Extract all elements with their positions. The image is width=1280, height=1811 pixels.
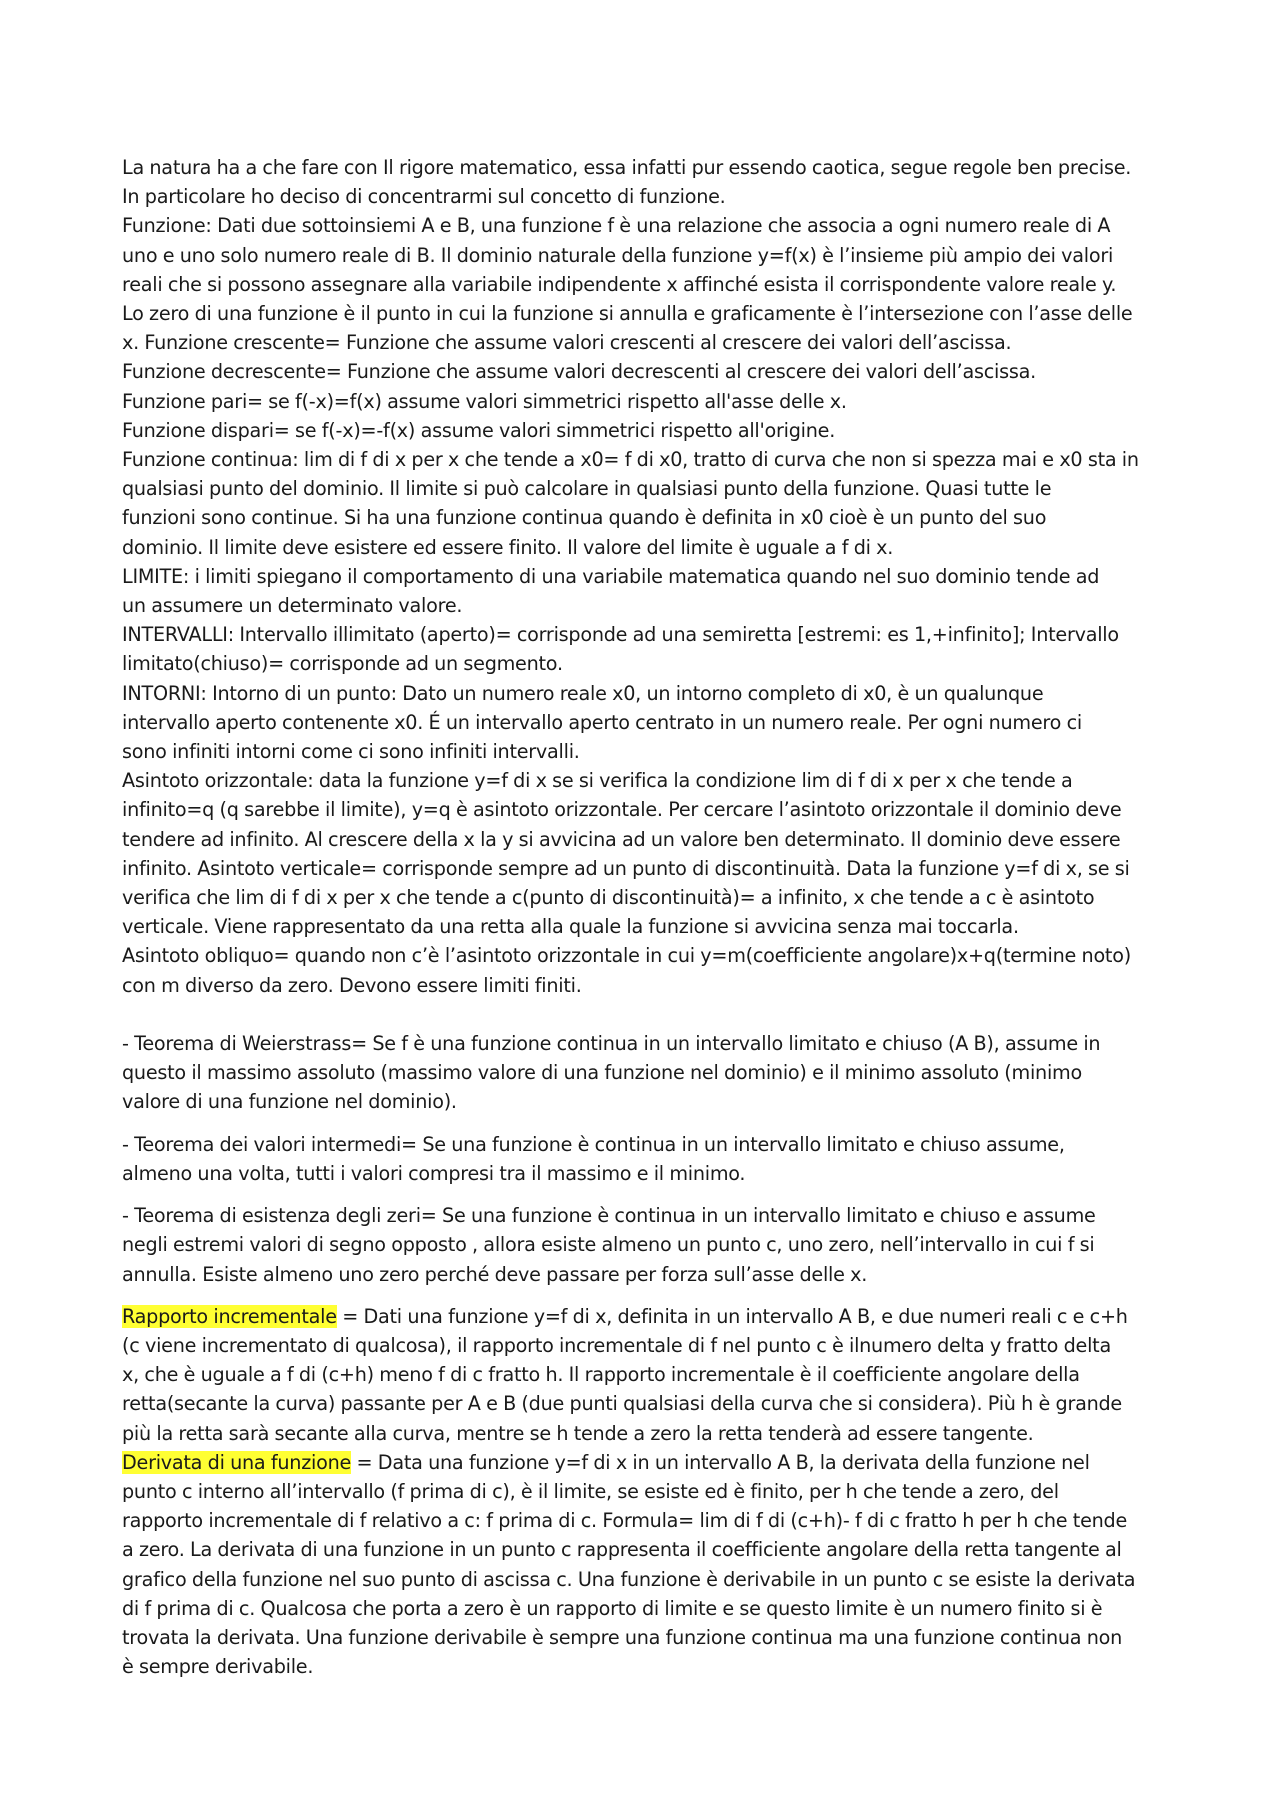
text-line: - Teorema dei valori intermedi= Se una funzione è continua in un intervallo limitato e chiuso assume, bbox=[122, 1132, 1065, 1156]
text-line: annulla. Esiste almeno uno zero perché deve passare per forza sull’asse delle x. bbox=[122, 1262, 868, 1286]
rapporto-incrementale-section bbox=[122, 1302, 1167, 1448]
text-line: Asintoto orizzontale: data la funzione y=f di x se si verifica la condizione lim di f di x per x che tende a bbox=[122, 769, 1073, 793]
text-line: valore di una funzione nel dominio). bbox=[122, 1090, 457, 1114]
text-line: funzioni sono continue. Si ha una funzione continua quando è definita in x0 cioè è un punto del suo bbox=[122, 506, 1047, 530]
highlighted-term: Derivata di una funzione bbox=[122, 1450, 352, 1474]
text-line: Asintoto obliquo= quando non c’è l’asintoto orizzontale in cui y=m(coefficiente angolare)x+q(termine noto) bbox=[122, 944, 1131, 968]
text-line: INTERVALLI: Intervallo illimitato (aperto)= corrisponde ad una semiretta [estremi: es 1,+infinito]; Intervallo bbox=[122, 623, 1119, 647]
text-line: intervallo aperto contenente x0. É un intervallo aperto centrato in un numero reale. Per ogni numero ci bbox=[122, 710, 1082, 734]
text-line: di f prima di c. Qualcosa che porta a zero è un rapporto di limite e se questo limite è un numero finito si è bbox=[122, 1596, 1103, 1620]
theorem-intermediate-values bbox=[122, 1130, 1167, 1188]
text-line: - Teorema di esistenza degli zeri= Se una funzione è continua in un intervallo limitato e chiuso e assume bbox=[122, 1204, 1096, 1228]
highlighted-term: Rapporto incrementale bbox=[122, 1304, 337, 1328]
text-line: almeno una volta, tutti i valori compresi tra il massimo e il minimo. bbox=[122, 1161, 746, 1185]
text-line: (c viene incrementato di qualcosa), il rapporto incrementale di f nel punto c è ilnumero delta y fratto delta bbox=[122, 1333, 1111, 1357]
text-line: verticale. Viene rappresentato da una retta alla quale la funzione si avvicina senza mai toccarla. bbox=[122, 915, 1019, 939]
text-line: sono infiniti intorni come ci sono infiniti intervalli. bbox=[122, 740, 580, 764]
text-line: infinito. Asintoto verticale= corrisponde sempre ad un punto di discontinuità. Data la funzione y=f di x, se si bbox=[122, 856, 1130, 880]
text-line: infinito=q (q sarebbe il limite), y=q è asintoto orizzontale. Per cercare l’asintoto orizzontale il dominio deve bbox=[122, 798, 1122, 822]
text-line: reali che si possono assegnare alla variabile indipendente x affinché esista il corrispondente valore reale y. bbox=[122, 272, 1117, 296]
text-line: punto c interno all’intervallo (f prima di c), è il limite, se esiste ed è finito, per h che tende a zero, del bbox=[122, 1479, 1059, 1503]
theorem-weierstrass bbox=[122, 1029, 1167, 1117]
paragraph-spacing bbox=[122, 1289, 1167, 1302]
text-line: qualsiasi punto del dominio. Il limite si può calcolare in qualsiasi punto della funzione. Quasi tutte le bbox=[122, 477, 1052, 501]
text-segment: = Data una funzione y=f di x in un intervallo A B, la derivata della funzione nel bbox=[351, 1450, 1090, 1474]
text-line: limitato(chiuso)= corrisponde ad un segmento. bbox=[122, 652, 563, 676]
derivata-section bbox=[122, 1448, 1167, 1682]
text-line: uno e uno solo numero reale di B. Il dominio naturale della funzione y=f(x) è l’insieme più ampio dei valori bbox=[122, 243, 1114, 267]
text-line bbox=[122, 1448, 1167, 1477]
text-line: Funzione dispari= se f(-x)=-f(x) assume valori simmetrici rispetto all'origine. bbox=[122, 418, 836, 442]
text-line: a zero. La derivata di una funzione in un punto c rappresenta il coefficiente angolare della retta tangente al bbox=[122, 1538, 1122, 1562]
text-line: La natura ha a che fare con Il rigore matematico, essa infatti pur essendo caotica, segue regole ben precise. bbox=[122, 156, 1132, 179]
text-line: dominio. Il limite deve esistere ed essere finito. Il valore del limite è uguale a f di x. bbox=[122, 535, 894, 559]
text-line: Funzione: Dati due sottoinsiemi A e B, una funzione f è una relazione che associa a ogni numero reale di A bbox=[122, 214, 1111, 238]
blank-line bbox=[122, 1000, 1167, 1029]
text-line: grafico della funzione nel suo punto di ascissa c. Una funzione è derivabile in un punto c se esiste la derivata bbox=[122, 1567, 1136, 1591]
text-line: Lo zero di una funzione è il punto in cui la funzione si annulla e graficamente è l’intersezione con l’asse delle bbox=[122, 302, 1133, 326]
document-page bbox=[122, 153, 1167, 1681]
text-line: Funzione continua: lim di f di x per x che tende a x0= f di x0, tratto di curva che non si spezza mai e x0 sta in bbox=[122, 448, 1139, 472]
text-line: trovata la derivata. Una funzione derivabile è sempre una funzione continua ma una funzione continua non bbox=[122, 1625, 1123, 1649]
text-line: INTORNI: Intorno di un punto: Dato un numero reale x0, un intorno completo di x0, è un qualunque bbox=[122, 681, 1044, 705]
text-segment: = Dati una funzione y=f di x, definita in un intervallo A B, e due numeri reali c e c+h bbox=[336, 1304, 1128, 1328]
text-line: un assumere un determinato valore. bbox=[122, 594, 463, 618]
text-line: Funzione pari= se f(-x)=f(x) assume valori simmetrici rispetto all'asse delle x. bbox=[122, 389, 847, 413]
text-line: con m diverso da zero. Devono essere limiti finiti. bbox=[122, 973, 582, 997]
text-line: verifica che lim di f di x per x che tende a c(punto di discontinuità)= a infinito, x che tende a c è asintoto bbox=[122, 886, 1095, 910]
text-line: negli estremi valori di segno opposto , allora esiste almeno un punto c, uno zero, nell’intervallo in cui f si bbox=[122, 1233, 1095, 1257]
text-line: Funzione decrescente= Funzione che assume valori decrescenti al crescere dei valori dell’ascissa. bbox=[122, 360, 1036, 384]
text-line: tendere ad infinito. Al crescere della x la y si avvicina ad un valore ben determinato. Il dominio deve essere bbox=[122, 827, 1121, 851]
theorem-zeros bbox=[122, 1201, 1167, 1289]
text-line: LIMITE: i limiti spiegano il comportamento di una variabile matematica quando nel suo dominio tende ad bbox=[122, 564, 1100, 588]
paragraph-spacing bbox=[122, 1117, 1167, 1130]
text-line: x. Funzione crescente= Funzione che assume valori crescenti al crescere dei valori dell’ascissa. bbox=[122, 331, 1012, 355]
text-line: è sempre derivabile. bbox=[122, 1655, 314, 1679]
text-line: In particolare ho deciso di concentrarmi sul concetto di funzione. bbox=[122, 185, 726, 209]
text-line: questo il massimo assoluto (massimo valore di una funzione nel dominio) e il minimo assoluto (minimo bbox=[122, 1061, 1082, 1085]
text-line: - Teorema di Weierstrass= Se f è una funzione continua in un intervallo limitato e chiuso (A B), assume in bbox=[122, 1032, 1101, 1056]
text-line: retta(secante la curva) passante per A e B (due punti qualsiasi della curva che si considera). Più h è grande bbox=[122, 1392, 1122, 1416]
text-line bbox=[122, 1302, 1167, 1331]
paragraph-spacing bbox=[122, 1188, 1167, 1201]
text-line: x, che è uguale a f di (c+h) meno f di c fratto h. Il rapporto incrementale è il coefficiente angolare della bbox=[122, 1363, 1080, 1387]
intro-section bbox=[122, 153, 1167, 1000]
text-line: rapporto incrementale di f relativo a c: f prima di c. Formula= lim di f di (c+h)- f di c fratto h per h che tende bbox=[122, 1509, 1128, 1533]
text-line: più la retta sarà secante alla curva, mentre se h tende a zero la retta tenderà ad essere tangente. bbox=[122, 1421, 1034, 1445]
